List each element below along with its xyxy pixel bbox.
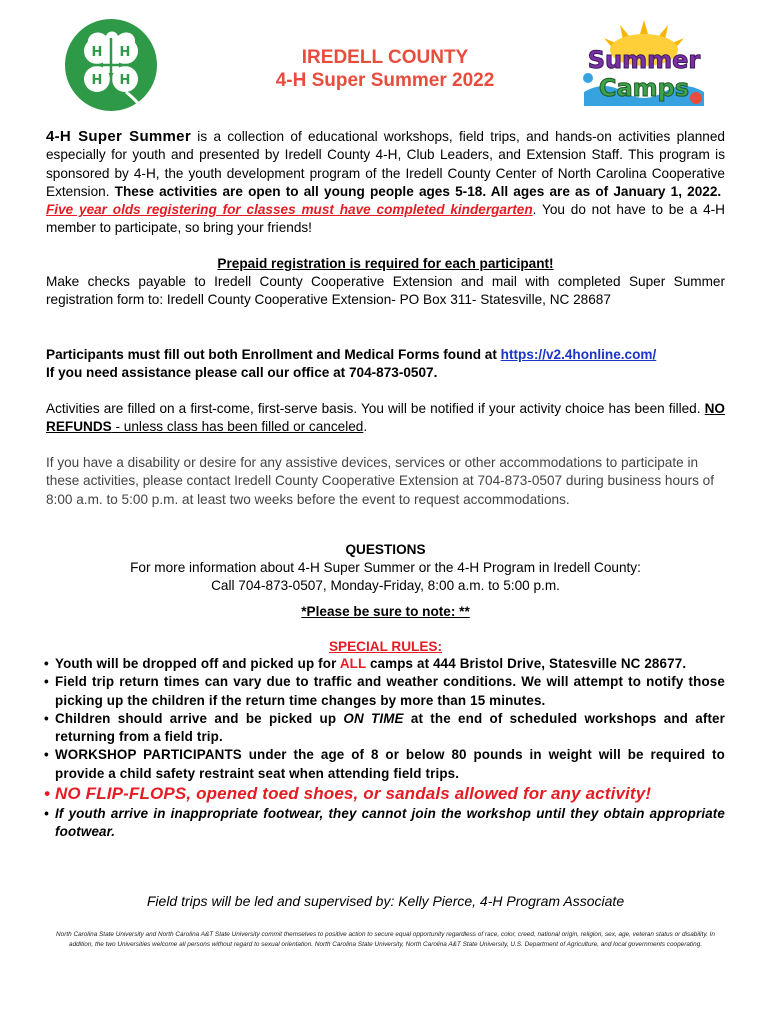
rule-6-text: If youth arrive in inappropriate footwear, they cannot join the workshop until they obtain appropriate footwear. [55,806,725,840]
forms-text-1: Participants must fill out both Enrollment and Medical Forms found at [46,347,501,362]
rule-1-text-a: Youth will be dropped off and picked up for [55,656,340,671]
svg-text:H: H [119,73,131,88]
rule-5-text: NO FLIP-FLOPS, opened toed shoes, or sandals allowed for any activity! [55,784,652,804]
forms-text-2: If you need assistance please call our office at 704-873-0507. [46,365,438,381]
rule-4-text: WORKSHOP PARTICIPANTS under the age of 8 or below 80 pounds in weight will be required to provide a child safety restraint seat when attending field trips. [55,747,725,781]
bullet-icon: • [44,747,49,763]
disclaimer: North Carolina State University and North Carolina A&T State University commit themselves to positive action to secure equal opportunity regardless of race, color, creed, national origin, religion, sex, age, veteran status or disability. In addition, the two Universities welcome all persons without regard to sexual orientation. North Carolina State University, North Carolina A&T State University, U.S. Department of Agriculture, and local governments cooperating. [56,931,715,948]
rule-3-on-time: ON TIME [343,710,404,726]
intro-paragraph [46,128,725,238]
questions-heading: QUESTIONS [345,542,426,557]
bullet-icon: • [44,710,49,726]
4honline-link[interactable]: https://v2.4honline.com/ [500,347,657,362]
bullet-icon: • [44,784,51,804]
activities-paragraph [46,400,725,437]
svg-text:H: H [91,45,103,60]
rule-item [44,710,725,747]
intro-text-1: is a collection of educational workshops, field trips, and hands-on activities planned especially for youth and presented by Iredell County 4-H, Club Leaders, and Extension Staff. This program is sponsored by 4-H, the youth development program of the Iredell County Center of North Carolina Cooperative Extension. [46,129,725,199]
rule-1-text-b: camps at 444 Bristol Drive, Statesville NC 28677. [366,656,687,671]
activities-text-1: Activities are filled on a first-come, first-serve basis. You will be notified if your activity choice has been filled. [46,401,705,416]
summer-logo-line-2: Camps [598,74,690,102]
forms-paragraph [46,346,725,383]
disability-paragraph: If you have a disability or desire for any assistive devices, services or other accommodations to participate in these activities, please contact Iredell County Cooperative Extension at 704-873-0507 during business hours of 8:00 a.m. to 5:00 p.m. at least two weeks before the event to request accommodations. [46,455,715,507]
questions-line-2: Call 704-873-0507, Monday-Friday, 8:00 a.m. to 5:00 p.m. [211,578,560,594]
rule-item [44,805,725,842]
svg-text:H: H [119,45,131,60]
activities-text-3: . [363,419,368,435]
svg-text:H: H [91,73,103,88]
bullet-icon: • [44,806,49,822]
title-line-2: 4-H Super Summer 2022 [275,70,495,91]
intro-lead: 4-H Super Summer [46,128,191,145]
prepaid-heading: Prepaid registration is required for each participant! [217,256,554,271]
special-rules-heading: SPECIAL RULES: [328,639,443,654]
rule-item [44,783,725,805]
activities-text-2: - unless class has been filled or canceled [111,419,364,435]
4h-clover-logo [64,18,158,112]
summer-logo-line-1: Summer [587,46,701,74]
bullet-icon: • [44,674,49,690]
questions-info [46,559,725,596]
rule-1-all: ALL [339,656,367,671]
no-refunds: NO REFUNDS [46,401,725,435]
rule-3-text-a: Children should arrive and be picked up [55,710,344,726]
rule-3-text-b: at the end of scheduled workshops and after returning from a field trip. [55,710,726,745]
bullet-icon: • [44,656,49,671]
intro-kindergarten-note: Five year olds registering for classes must have completed kindergarten [46,202,533,218]
title-line-1: IREDELL COUNTY [301,47,469,68]
prepaid-paragraph: Make checks payable to Iredell County Cooperative Extension and mail with completed Super Summer registration form to: Iredell County Cooperative Extension- PO Box 311- Statesville, NC 28687 [46,274,725,308]
intro-text-2: . You do not have to be a 4-H member to participate, so bring your friends! [46,202,726,236]
rule-2-text: Field trip return times can vary due to traffic and weather conditions. We will attempt to notify those picking up the children if the return time changes by more than 15 minutes. [55,674,725,708]
questions-line-1: For more information about 4-H Super Summer or the 4-H Program in Iredell County: [130,560,641,575]
summer-camps-logo [574,20,714,112]
rule-item [44,746,725,783]
special-rules-list [44,655,725,842]
note-heading: *Please be sure to note: ** [301,604,470,619]
field-trips-note: Field trips will be led and supervised by: Kelly Pierce, 4-H Program Associate [146,893,625,909]
rule-item [44,655,725,673]
rule-item [44,673,725,710]
intro-eligibility: These activities are open to all young people ages 5-18. All ages are as of January 1, 2022. [114,183,722,199]
page-title [180,46,590,92]
